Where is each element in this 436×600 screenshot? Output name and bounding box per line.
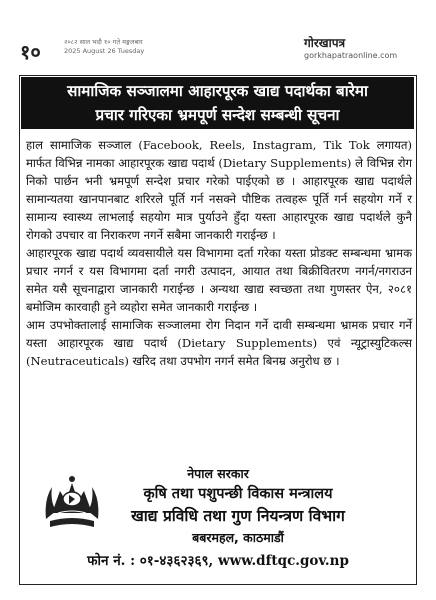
newspaper-header <box>0 0 436 74</box>
signoff-government: नेपाल सरकार <box>187 466 249 481</box>
notice-paragraph-1: हाल सामाजिक सञ्जाल (Facebook, Reels, Instagram, Tik Tok लगायत) मार्फत विभिन्न नामका आहारपूरक खाद्य पदार्थ (Dietary Supplements) ले विभिन्न रोग निको पार्छन भनी भ्रमपूर्ण सन्देश प्रचार गरेको पाईएको छ । आहारपूरक खाद्य पदार्थले सामान्यतया खानपानबाट शरिरले पूर्ति गर्न नसक्ने पौष्टिक तत्वहरू पूर्ति गर्न सहयोग गर्ने र सामान्य स्वास्थ्य लाभलाई सहयोग मात्र पुर्याउने हुँदा यस्ता आहारपूरक खाद्य पदार्थले कुनै रोगको उपचार वा निराकरण नगर्ने सबैमा जानकारी गराईन्छ । <box>26 138 412 242</box>
headline-line-1: सामाजिक सञ्जालमा आहारपूरक खाद्य पदार्थका बारेमा <box>67 82 368 100</box>
notice-paragraph-3: आम उपभोक्तालाई सामाजिक सञ्जालमा रोग निदान गर्ने दावी सम्बन्धमा भ्रामक प्रचार गर्ने यस्ता आहारपूरक खाद्य पदार्थ (Dietary Supplements) एवं न्यूट्रास्युटिकल्स (Neutraceuticals) खरिद तथा उपभोग नगर्न समेत बिनम्र अनुरोध छ । <box>26 318 412 368</box>
notice-headline <box>21 77 414 129</box>
notice-paragraph-2: आहारपूरक खाद्य पदार्थ व्यवसायीले यस विभागमा दर्ता गरेका यस्ता प्रोडक्ट सम्बन्धमा भ्रामक प्रचार नगर्न र यस विभागमा दर्ता नगरी उत्पादन, आयात तथा बिक्रीवितरण नगर्न/नगराउन समेत यसै सूचनाद्वारा जानकारी गराईन्छ । अन्यथा खाद्य स्वच्छता तथा गुणस्तर ऐन, २०८१ बमोजिम कारवाही हुने व्यहोरा समेत जानकारी गराईन्छ । <box>26 246 412 314</box>
date-nepali: २०८२ साल भदौ १० गते मङ्गलबार <box>64 38 143 46</box>
signoff-contact: फोन नं. : ०१-४३६२३६९, www.dftqc.gov.np <box>87 553 349 569</box>
page-number: १० <box>20 40 41 64</box>
notice-signoff <box>20 461 416 583</box>
date-english: 2025 August 26 Tuesday <box>64 47 145 55</box>
signoff-address: बबरमहल, काठमाडौं <box>192 530 284 545</box>
brand-name: गोरखापत्र <box>304 36 346 50</box>
masthead-brand <box>304 36 414 61</box>
public-notice <box>19 75 417 585</box>
signoff-ministry: कृषि तथा पशुपन्छी विकास मन्त्रालय <box>143 486 333 502</box>
notice-body <box>26 136 412 370</box>
dateline <box>64 38 144 56</box>
headline-line-2: प्रचार गरिएका भ्रमपूर्ण सन्देश सम्बन्धी सूचना <box>95 106 340 124</box>
signoff-department: खाद्य प्रविधि तथा गुण नियन्त्रण विभाग <box>131 507 345 525</box>
brand-url: gorkhapatraonline.com <box>304 51 398 60</box>
